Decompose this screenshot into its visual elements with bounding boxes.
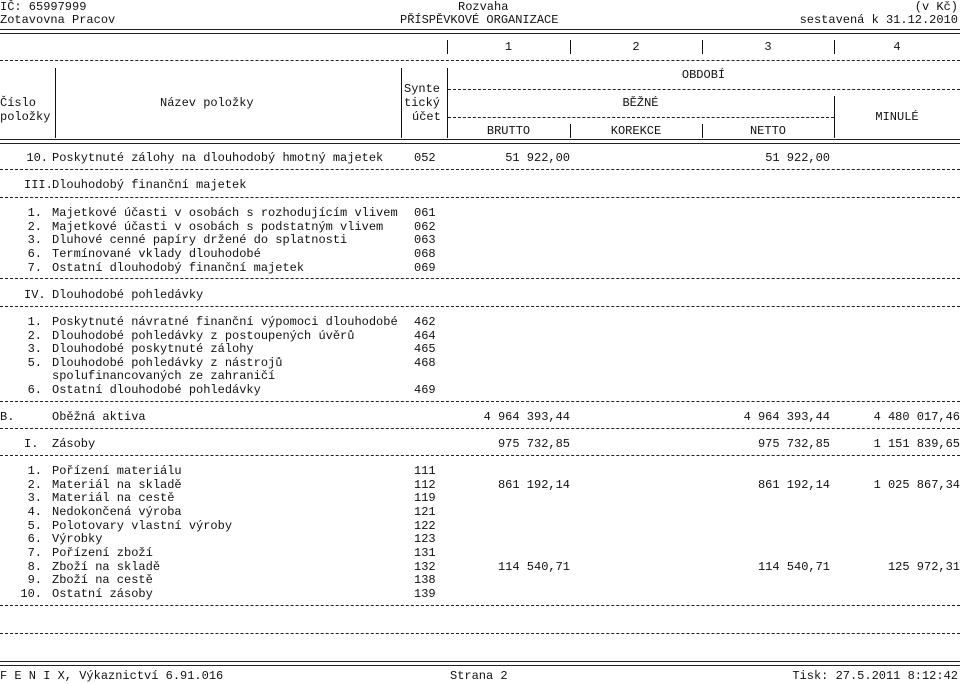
print-timestamp: Tisk: 27.5.2011 8:12:42: [792, 669, 958, 683]
synthetic-label: Synte: [404, 82, 441, 96]
synthetic-label-2: tický: [404, 96, 441, 110]
compiled-date: sestavená k 31.12.2010: [799, 13, 958, 27]
organization-type: PŘÍSPĚVKOVÉ ORGANIZACE: [400, 13, 559, 27]
netto-label: NETTO: [749, 124, 786, 138]
row-account: 069: [414, 261, 436, 275]
row-brutto: 975 732,85: [497, 437, 570, 451]
ic-number: IČ: 65997999: [0, 0, 87, 14]
row-name: Zboží na skladě: [52, 560, 161, 574]
separator-line: [0, 197, 960, 198]
group-number: B.: [0, 410, 15, 424]
row-name: Polotovary vlastní výroby: [52, 519, 233, 533]
row-name: Materiál na skladě: [52, 478, 182, 492]
row-name-continued: spolufinancovaných ze zahraničí: [52, 369, 276, 383]
section-number: III.: [24, 178, 53, 192]
page-number: Strana 2: [450, 669, 508, 683]
row-number: 4.: [27, 505, 42, 519]
row-account: 462: [414, 315, 436, 329]
separator-line: [0, 633, 960, 634]
row-brutto: 51 922,00: [505, 151, 570, 165]
row-account: 464: [414, 329, 436, 343]
section-number: I.: [24, 437, 39, 451]
row-name: Dlouhodobé pohledávky z nástrojů: [52, 356, 283, 370]
separator-line: [0, 169, 960, 170]
row-account: 139: [414, 587, 436, 601]
row-name: Materiál na cestě: [52, 491, 175, 505]
row-name: Termínované vklady dlouhodobé: [52, 247, 261, 261]
row-number: 2.: [27, 329, 42, 343]
section-number: IV.: [24, 288, 46, 302]
account-label: účet: [412, 110, 441, 124]
row-netto: 114 540,71: [757, 560, 830, 574]
row-account: 121: [414, 505, 436, 519]
row-number: 2.: [27, 478, 42, 492]
row-number: 5.: [27, 356, 42, 370]
row-number: 3.: [27, 342, 42, 356]
row-account: 138: [414, 573, 436, 587]
row-previous: 1 025 867,34: [873, 478, 960, 492]
row-previous: 125 972,31: [887, 560, 960, 574]
row-number: 10.: [20, 587, 42, 601]
software-version: F E N I X, Výkaznictví 6.91.016: [0, 669, 224, 683]
row-previous: 4 480 017,46: [873, 410, 960, 424]
column-number-1: 1: [504, 40, 513, 54]
column-number-2: 2: [632, 40, 640, 54]
brutto-label: BRUTTO: [486, 124, 531, 138]
group-name: Oběžná aktiva: [52, 410, 146, 424]
current-period-label: BĚŽNÉ: [622, 96, 659, 110]
row-brutto: 114 540,71: [497, 560, 570, 574]
period-heading: OBDOBÍ: [681, 68, 726, 82]
separator-line: [0, 605, 960, 606]
document-title: Rozvaha: [458, 0, 509, 14]
row-account: 122: [414, 519, 436, 533]
row-account: 112: [414, 478, 436, 492]
section-name: Dlouhodobé pohledávky: [52, 288, 204, 302]
korekce-label: KOREKCE: [610, 124, 662, 138]
row-number: 9.: [27, 573, 42, 587]
header-subline: [448, 89, 960, 90]
row-name: Výrobky: [52, 532, 103, 546]
row-netto: 51 922,00: [765, 151, 830, 165]
header-rule: [0, 139, 960, 144]
row-name: Dlouhodobé pohledávky z postoupených úvěrů: [52, 329, 355, 343]
row-account: 052: [414, 151, 436, 165]
section-name: Dlouhodobý finanční majetek: [52, 178, 247, 192]
row-previous: 1 151 839,65: [873, 437, 960, 451]
row-number: 7.: [27, 261, 42, 275]
row-number: 7.: [27, 546, 42, 560]
footer-rule: [0, 661, 960, 666]
row-brutto: 861 192,14: [497, 478, 570, 492]
row-account: 465: [414, 342, 436, 356]
column-divider: [55, 68, 56, 138]
header-subline: [448, 117, 834, 118]
row-name: Dlouhodobé poskytnuté zálohy: [52, 342, 254, 356]
row-number: 1.: [27, 315, 42, 329]
column-divider: [401, 68, 402, 138]
row-number: 2.: [27, 220, 42, 234]
row-account: 131: [414, 546, 436, 560]
separator-line: [0, 455, 960, 456]
row-name: Poskytnuté návratné finanční výpomoci dlouhodobé: [52, 315, 398, 329]
row-name: Ostatní dlouhodobý finanční majetek: [52, 261, 305, 275]
row-number: 6.: [27, 383, 42, 397]
row-netto: 4 964 393,44: [743, 410, 830, 424]
row-name: Pořízení materiálu: [52, 464, 182, 478]
section-name: Zásoby: [52, 437, 96, 451]
row-name: Dluhové cenné papíry držené do splatnosti: [52, 233, 348, 247]
row-account: 123: [414, 532, 436, 546]
row-number: 10.: [26, 151, 48, 165]
separator-line: [0, 278, 960, 279]
row-number: 1.: [27, 464, 42, 478]
row-name: Zboží na cestě: [52, 573, 153, 587]
row-brutto: 4 964 393,44: [483, 410, 570, 424]
row-account: 119: [414, 491, 436, 505]
row-number: 5.: [27, 519, 42, 533]
row-account: 063: [414, 233, 436, 247]
row-number: 3.: [27, 491, 42, 505]
row-number: 8.: [27, 560, 42, 574]
items-label: položky: [0, 110, 51, 124]
separator-line: [0, 60, 960, 61]
row-number: 6.: [27, 532, 42, 546]
row-name: Ostatní dlouhodobé pohledávky: [52, 383, 261, 397]
previous-period-label: MINULÉ: [875, 110, 919, 124]
column-number-3: 3: [764, 40, 772, 54]
column-number-4: 4: [893, 40, 901, 54]
separator-line: [0, 428, 960, 429]
row-account: 132: [414, 560, 436, 574]
organization-name: Zotavovna Pracov: [0, 13, 116, 27]
row-number: 1.: [27, 206, 42, 220]
row-account: 469: [414, 383, 436, 397]
row-account: 062: [414, 220, 436, 234]
row-account: 111: [414, 464, 436, 478]
separator-line: [0, 306, 960, 307]
row-name: Majetkové účasti v osobách s podstatným vlivem: [52, 220, 384, 234]
row-account: 068: [414, 247, 436, 261]
row-account: 468: [414, 356, 436, 370]
row-netto: 861 192,14: [757, 478, 830, 492]
row-account: 061: [414, 206, 436, 220]
row-name: Poskytnuté zálohy na dlouhodobý hmotný majetek: [52, 151, 384, 165]
row-name: Ostatní zásoby: [52, 587, 153, 601]
row-name: Majetkové účasti v osobách s rozhodujícím vlivem: [52, 206, 398, 220]
row-number: 6.: [27, 247, 42, 261]
row-name: Nedokončená výroba: [52, 505, 182, 519]
row-number: 3.: [27, 233, 42, 247]
separator-line: [0, 401, 960, 402]
row-netto: 975 732,85: [757, 437, 830, 451]
currency-unit: (v Kč): [914, 0, 958, 14]
row-name: Pořízení zboží: [52, 546, 153, 560]
item-name-label: Název položky: [160, 96, 254, 110]
header-rule: [0, 29, 960, 34]
number-label: Číslo: [0, 96, 37, 110]
